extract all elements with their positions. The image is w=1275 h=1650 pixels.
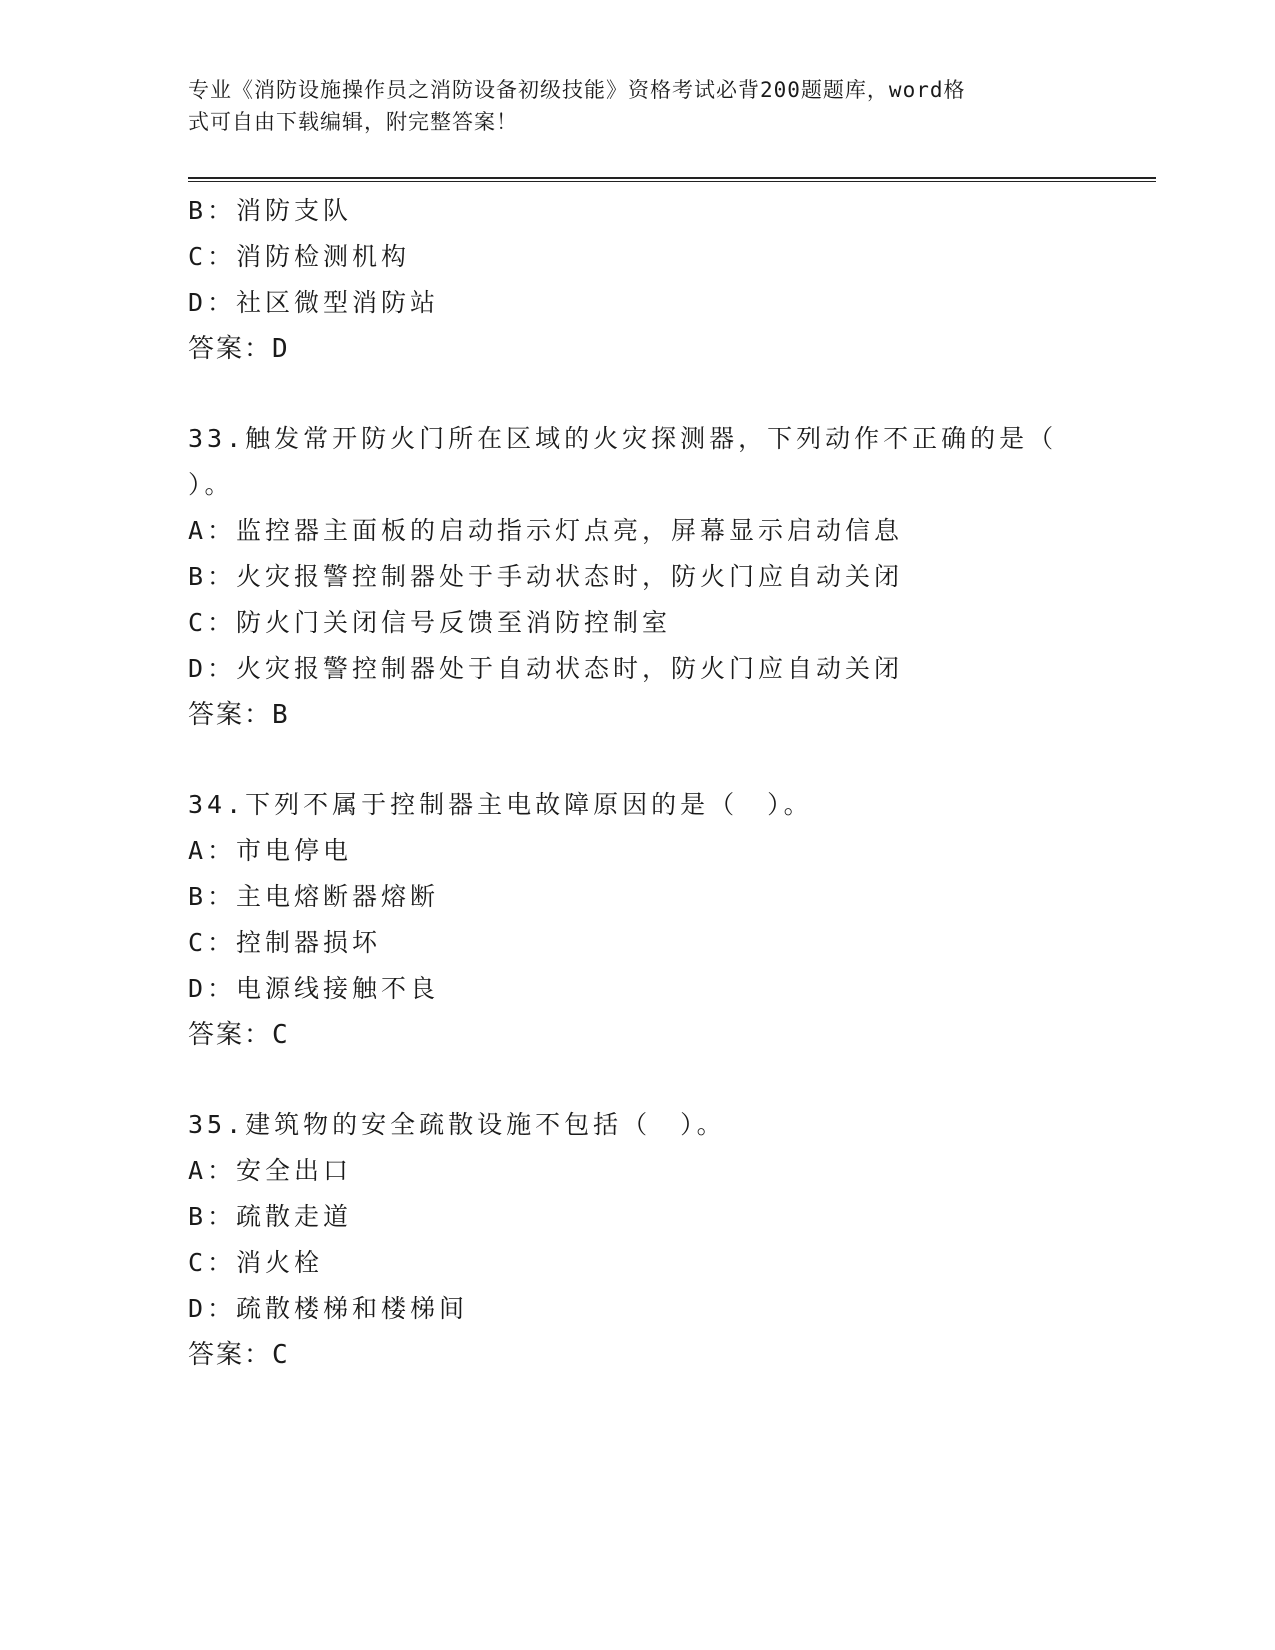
answer-line: 答案：B (188, 700, 290, 730)
header-divider (188, 177, 1156, 182)
option-b: B：疏散走道 (188, 1202, 353, 1231)
option-b: B：火灾报警控制器处于手动状态时，防火门应自动关闭 (188, 562, 904, 591)
option-a: A：安全出口 (188, 1156, 353, 1185)
question-text: 35.建筑物的安全疏散设施不包括（ ）。 (188, 1110, 726, 1139)
option-d: D：电源线接触不良 (188, 974, 440, 1003)
carryover-question (188, 188, 1128, 372)
answer-line: 答案：D (188, 334, 290, 364)
answer-line: 答案：C (188, 1020, 290, 1050)
header-line-1: 专业《消防设施操作员之消防设备初级技能》资格考试必背200题题库，word格 (188, 78, 966, 102)
option-c: C：消火栓 (188, 1248, 324, 1277)
answer-line: 答案：C (188, 1340, 290, 1370)
question-34 (188, 782, 1128, 1058)
document-body (188, 188, 1128, 1378)
header-line-2: 式可自由下载编辑，附完整答案！ (188, 110, 518, 134)
option-b: B：消防支队 (188, 196, 353, 225)
option-a: A：监控器主面板的启动指示灯点亮，屏幕显示启动信息 (188, 516, 904, 545)
option-d: D：疏散楼梯和楼梯间 (188, 1294, 469, 1323)
question-35 (188, 1102, 1128, 1378)
option-b: B：主电熔断器熔断 (188, 882, 440, 911)
option-d: D：火灾报警控制器处于自动状态时，防火门应自动关闭 (188, 654, 904, 683)
question-text: 34.下列不属于控制器主电故障原因的是（ ）。 (188, 790, 813, 819)
document-header (188, 74, 1088, 138)
question-text: 33.触发常开防火门所在区域的火灾探测器，下列动作不正确的是（ (188, 424, 1058, 453)
option-c: C：防火门关闭信号反馈至消防控制室 (188, 608, 672, 637)
question-text-continued: ）。 (188, 470, 234, 499)
option-d: D：社区微型消防站 (188, 288, 440, 317)
spacer (188, 738, 1128, 782)
spacer (188, 372, 1128, 416)
question-33 (188, 416, 1128, 738)
spacer (188, 1058, 1128, 1102)
option-a: A：市电停电 (188, 836, 353, 865)
option-c: C：控制器损坏 (188, 928, 382, 957)
option-c: C：消防检测机构 (188, 242, 411, 271)
